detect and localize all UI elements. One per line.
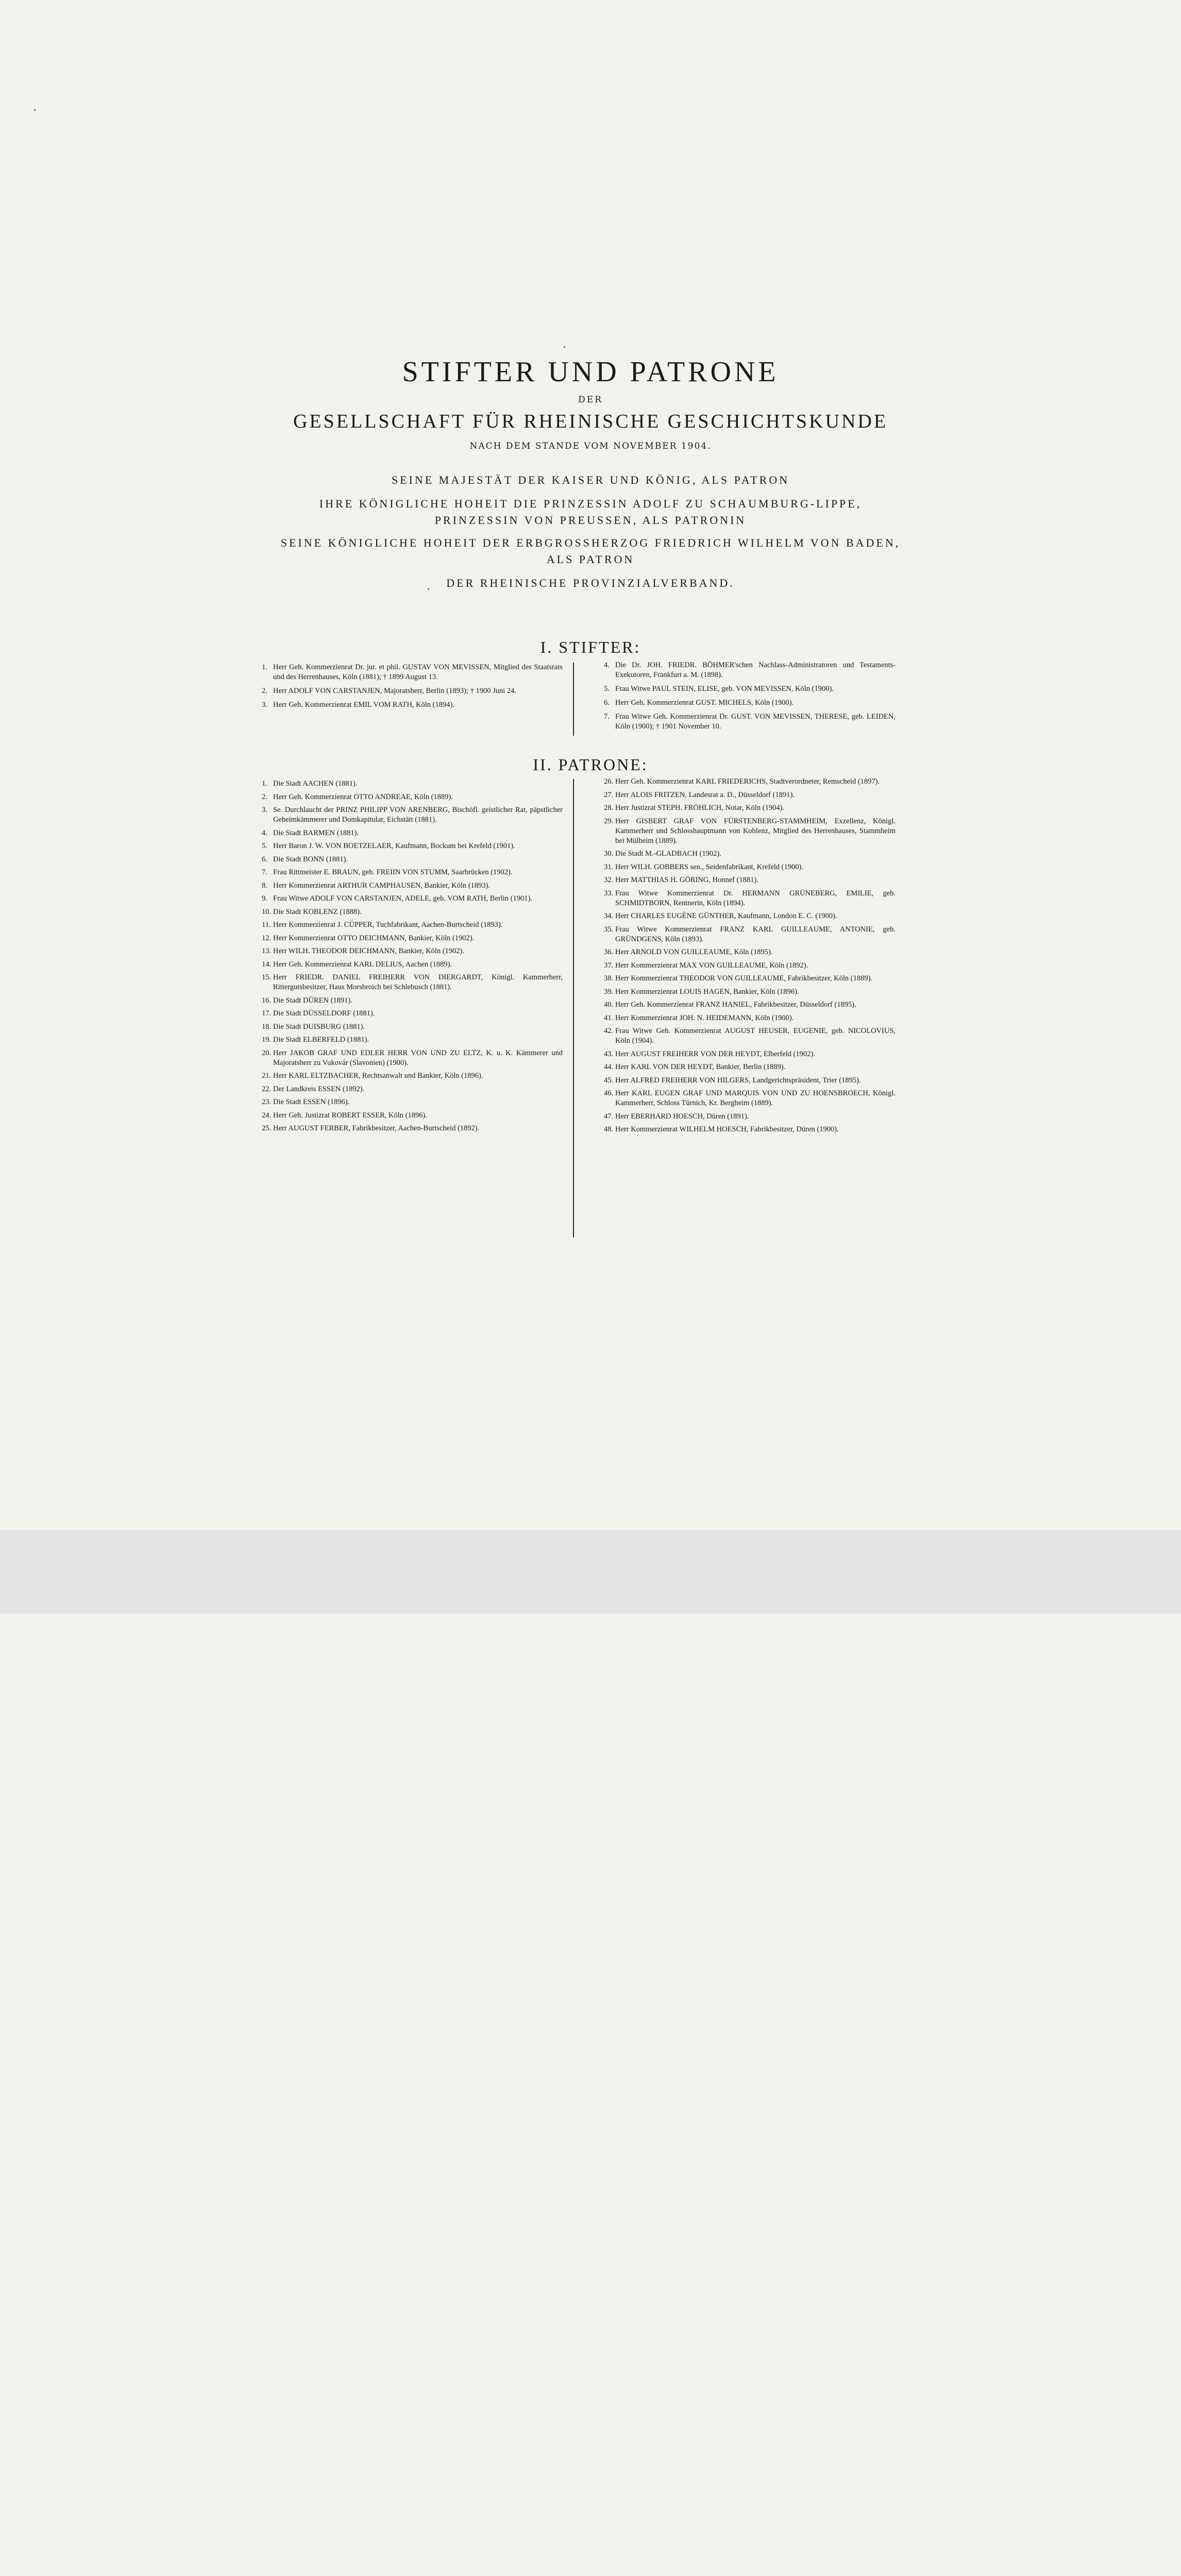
entry-text: Herr Kommerzienrat WILHELM HOESCH, Fabrikbesitzer, Düren (1900). [615, 1125, 839, 1133]
stifter-list-left [262, 663, 563, 714]
list-entry [604, 925, 896, 944]
entry-number: 44. [604, 1063, 614, 1071]
list-entry [262, 868, 563, 877]
entry-text: Die Stadt BARMEN (1881). [273, 828, 359, 837]
entry-text: Herr Geh. Kommerzienrat KARL FRIEDERICHS, Stadtverordneter, Remscheid (1897). [615, 777, 880, 786]
entry-number: 7. [262, 868, 267, 876]
entry-number: 20. [262, 1048, 272, 1057]
list-entry [604, 862, 896, 872]
entry-number: 15. [262, 973, 272, 981]
list-entry [604, 987, 896, 997]
entry-number: 39. [604, 987, 614, 996]
list-entry [262, 1009, 563, 1019]
list-entry [604, 1125, 896, 1134]
entry-number: 36. [604, 948, 614, 956]
entry-text: Herr Justizrat STEPH. FRÖHLICH, Notar, Köln (1904). [615, 804, 785, 812]
list-entry [262, 700, 563, 710]
entry-text: Herr Kommerzienrat OTTO DEICHMANN, Bankier, Köln (1902). [273, 934, 475, 942]
entry-text: Herr Kommerzienrat JOH. N. HEIDEMANN, Köln (1900). [615, 1013, 794, 1022]
entry-number: 43. [604, 1049, 614, 1058]
list-entry [262, 920, 563, 930]
list-entry [262, 996, 563, 1006]
patron-line: ALS PATRON [546, 553, 635, 566]
list-entry [262, 894, 563, 904]
entry-text: Herr FRIEDR. DANIEL FREIHERR VON DIERGARDT, Königl. Kammerherr, Rittergutsbesitzer, Haus Morsbroich bei Schlebusch (1881). [273, 973, 563, 991]
entry-number: 4. [604, 661, 610, 669]
list-entry [262, 1035, 563, 1045]
entry-number: 18. [262, 1022, 272, 1031]
list-entry [262, 907, 563, 917]
entry-text: Die Dr. JOH. FRIEDR. BÖHMER'schen Nachlass-Administratoren und Testaments-Exekutoren, Frankfurt a. M. (1898). [615, 661, 896, 679]
entry-text: Herr Kommerzienrat MAX VON GUILLEAUME, Köln (1892). [615, 961, 808, 970]
entry-number: 14. [262, 960, 272, 969]
entry-number: 47. [604, 1112, 614, 1121]
list-entry [604, 875, 896, 885]
entry-number: 1. [262, 663, 267, 671]
patron-provinzialverband: DER RHEINISCHE PROVINZIALVERBAND. [446, 577, 735, 589]
list-entry [604, 1112, 896, 1122]
entry-number: 11. [262, 921, 271, 929]
entry-number: 40. [604, 1001, 614, 1009]
entry-number: 46. [604, 1089, 614, 1097]
patron-prinzessin [0, 496, 1181, 529]
list-entry [604, 1062, 896, 1072]
list-entry [604, 777, 896, 787]
list-entry [604, 1000, 896, 1010]
title-der: DER [578, 395, 603, 405]
section-heading-patrone: II. PATRONE: [533, 755, 648, 774]
entry-number: 5. [262, 842, 267, 850]
patron-line: PRINZESSIN VON PREUSSEN, ALS PATRONIN [434, 514, 747, 527]
entry-text: Die Stadt DÜSSELDORF (1881). [273, 1009, 375, 1018]
entry-number: 27. [604, 790, 614, 799]
entry-text: Herr WILH. THEODOR DEICHMANN, Bankier, Köln (1902). [273, 947, 464, 955]
entry-text: Herr Kommerzienrat LOUIS HAGEN, Bankier, Köln (1896). [615, 987, 799, 996]
entry-number: 41. [604, 1013, 614, 1022]
list-entry [262, 1111, 563, 1121]
list-entry [262, 1022, 563, 1032]
entry-text: Frau Witwe Geh. Kommerzienrat Dr. GUST. VON MEVISSEN, THERESE, geb. LEIDEN, Köln (1900); † 1901 November 10. [615, 713, 896, 731]
list-entry [604, 1049, 896, 1059]
entry-number: 6. [262, 855, 267, 863]
entry-text: Frau Witwe Kommerzienrat FRANZ KARL GUILLEAUME, ANTONIE, geb. GRÜNDGENS, Köln (1893). [615, 925, 896, 943]
list-entry [262, 792, 563, 802]
patron-line: SEINE KÖNIGLICHE HOHEIT DER ERBGROSSHERZOG FRIEDRICH WILHELM VON BADEN, [280, 536, 901, 549]
list-entry [262, 1048, 563, 1068]
list-entry [262, 1071, 563, 1081]
list-entry [262, 686, 563, 696]
list-entry [262, 960, 563, 970]
entry-text: Herr ALOIS FRITZEN, Landesrat a. D., Düsseldorf (1891). [615, 790, 795, 799]
entry-number: 12. [262, 934, 272, 942]
entry-text: Die Stadt BONN (1881). [273, 855, 348, 863]
entry-number: 32. [604, 876, 614, 884]
entry-number: 22. [262, 1084, 272, 1093]
entry-number: 4. [262, 828, 267, 837]
entry-text: Der Landkreis ESSEN (1892). [273, 1084, 365, 1093]
list-entry [604, 961, 896, 971]
entry-number: 6. [604, 699, 610, 707]
entry-number: 42. [604, 1027, 614, 1035]
entry-number: 13. [262, 947, 272, 955]
entry-text: Herr JAKOB GRAF UND EDLER HERR VON UND ZU ELTZ, K. u. K. Kämmerer und Majoratsherr zu Vukovár (Slavonien) (1900). [273, 1048, 563, 1067]
entry-number: 2. [262, 687, 267, 695]
list-entry [604, 889, 896, 908]
column-divider [573, 779, 574, 1238]
scan-speck [34, 109, 36, 111]
patron-erbgrossherzog [0, 535, 1181, 568]
list-entry [262, 779, 563, 789]
entry-text: Frau Witwe Geh. Kommerzienrat AUGUST HEUSER, EUGENIE, geb. NICOLOVIUS, Köln (1904). [615, 1027, 896, 1045]
entry-number: 34. [604, 912, 614, 920]
patron-line: IHRE KÖNIGLICHE HOHEIT DIE PRINZESSIN ADOLF ZU SCHAUMBURG-LIPPE, [319, 497, 862, 510]
list-entry [262, 1097, 563, 1107]
entry-text: Die Stadt DUISBURG (1881). [273, 1022, 365, 1031]
entry-number: 16. [262, 996, 272, 1005]
entry-number: 45. [604, 1076, 614, 1084]
entry-number: 17. [262, 1009, 272, 1018]
entry-text: Frau Rittmeister E. BRAUN, geb. FREIIN VON STUMM, Saarbrücken (1902). [273, 868, 513, 876]
entry-text: Die Stadt AACHEN (1881). [273, 779, 358, 788]
entry-text: Die Stadt DÜREN (1891). [273, 996, 352, 1005]
entry-text: Die Stadt ELBERFELD (1881). [273, 1036, 369, 1044]
entry-text: Herr ADOLF VON CARSTANJEN, Majoratsherr, Berlin (1893); † 1900 Juni 24. [273, 687, 517, 695]
entry-number: 30. [604, 850, 614, 858]
entry-text: Herr MATTHIAS H. GÖRING, Honnef (1881). [615, 876, 758, 884]
scan-speck [564, 346, 565, 348]
list-entry [262, 855, 563, 865]
entry-number: 23. [262, 1098, 272, 1106]
entry-text: Herr ARNOLD VON GUILLEAUME, Köln (1895). [615, 948, 773, 956]
date-line: NACH DEM STANDE VOM NOVEMBER 1904. [469, 441, 712, 451]
entry-number: 24. [262, 1111, 272, 1120]
entry-text: Frau Witwe ADOLF VON CARSTANJEN, ADELE, geb. VOM RATH, Berlin (1901). [273, 894, 532, 903]
entry-number: 19. [262, 1036, 272, 1044]
entry-number: 10. [262, 907, 272, 916]
list-entry [262, 663, 563, 682]
column-divider [573, 663, 574, 736]
entry-number: 7. [604, 713, 610, 721]
list-entry [262, 805, 563, 825]
list-entry [604, 817, 896, 846]
entry-number: 3. [262, 806, 267, 814]
entry-text: Herr EBERHARD HOESCH, Düren (1891). [615, 1112, 749, 1121]
entry-text: Herr Geh. Justizrat ROBERT ESSER, Köln (1896). [273, 1111, 427, 1120]
entry-text: Herr AUGUST FERBER, Fabrikbesitzer, Aachen-Burtscheid (1892). [273, 1124, 480, 1132]
entry-text: Herr WILH. GOBBERS sen., Seidenfabrikant, Krefeld (1900). [615, 862, 803, 871]
list-entry [262, 881, 563, 891]
list-entry [604, 790, 896, 800]
entry-text: Se. Durchlaucht der PRINZ PHILIPP VON ARENBERG, Bischöfl. geistlicher Rat, päpstlicher Geheimkämmerer und Domkapitular, Eichstätt (1881). [273, 806, 563, 824]
stifter-list-right [604, 660, 896, 736]
list-entry [262, 1084, 563, 1094]
list-entry [604, 947, 896, 957]
entry-number: 1. [262, 779, 267, 788]
list-entry [604, 849, 896, 859]
entry-text: Herr Baron J. W. VON BOETZELAER, Kaufmann, Bockum bei Krefeld (1901). [273, 842, 515, 850]
entry-text: Herr KARL VON DER HEYDT, Bankier, Berlin (1889). [615, 1063, 786, 1071]
entry-number: 2. [262, 792, 267, 801]
list-entry [604, 1089, 896, 1108]
entry-text: Die Stadt M.-GLADBACH (1902). [615, 850, 721, 858]
entry-number: 37. [604, 961, 614, 970]
entry-number: 25. [262, 1124, 272, 1132]
list-entry [262, 828, 563, 838]
list-entry [604, 712, 896, 732]
entry-text: Herr Geh. Kommerzienrat KARL DELIUS, Aachen (1889). [273, 960, 452, 969]
list-entry [262, 946, 563, 956]
entry-number: 21. [262, 1072, 272, 1080]
list-entry [604, 684, 896, 694]
entry-text: Frau Witwe PAUL STEIN, ELISE, geb. VON MEVISSEN, Köln (1900). [615, 685, 834, 693]
entry-text: Herr Kommerzienrat THEODOR VON GUILLEAUME, Fabrikbesitzer, Köln (1889). [615, 974, 873, 982]
patron-kaiser: SEINE MAJESTÄT DER KAISER UND KÖNIG, ALS PATRON [391, 473, 790, 486]
society-name: GESELLSCHAFT FÜR RHEINISCHE GESCHICHTSKUNDE [293, 411, 888, 432]
entry-text: Frau Witwe Kommerzienrat Dr. HERMANN GRÜNEBERG, EMILIE, geb. SCHMIDTBORN, Rentnerin, Köln (1894). [615, 889, 896, 907]
entry-number: 26. [604, 777, 614, 786]
entry-number: 35. [604, 925, 614, 934]
section-heading-stifter: I. STIFTER: [540, 638, 641, 656]
entry-text: Herr KARL EUGEN GRAF UND MARQUIS VON UND ZU HOENSBROECH, Königl. Kammerherr, Schloss Türnich, Kr. Bergheim (1889). [615, 1089, 896, 1107]
entry-text: Herr ALFRED FREIHERR VON HILGERS, Landgerichtspräsident, Trier (1895). [615, 1076, 861, 1084]
entry-text: Herr Kommerzienrat ARTHUR CAMPHAUSEN, Bankier, Köln (1893). [273, 881, 491, 890]
entry-text: Herr Geh. Kommerzienrat GUST. MICHELS, Köln (1900). [615, 699, 794, 707]
patrone-list-left [262, 779, 563, 1137]
footer-bar [0, 1530, 1181, 1614]
list-entry [604, 803, 896, 813]
entry-text: Herr Geh. Kommerzienrat OTTO ANDREAE, Köln (1889). [273, 792, 453, 801]
entry-text: Die Stadt ESSEN (1896). [273, 1098, 350, 1106]
entry-number: 5. [604, 685, 610, 693]
list-entry [262, 934, 563, 943]
entry-text: Herr Geh. Kommerzienrat Dr. jur. et phil. GUSTAV VON MEVISSEN, Mitglied des Staatsrats und des Herrenhauses, Köln (1881); † 1899 August 13. [273, 663, 563, 681]
list-entry [604, 1076, 896, 1086]
list-entry [604, 1026, 896, 1046]
list-entry [604, 660, 896, 680]
entry-text: Herr Geh. Kommerzienrat FRANZ HANIEL, Fabrikbesitzer, Düsseldorf (1895). [615, 1001, 856, 1009]
list-entry [262, 841, 563, 851]
list-entry [604, 698, 896, 708]
entry-text: Die Stadt KOBLENZ (1888). [273, 907, 362, 916]
entry-text: Herr AUGUST FREIHERR VON DER HEYDT, Elberfeld (1902). [615, 1049, 815, 1058]
list-entry [262, 973, 563, 992]
entry-number: 8. [262, 881, 267, 890]
entry-text: Herr KARL ELTZBACHER, Rechtsanwalt und Bankier, Köln (1896). [273, 1072, 483, 1080]
entry-number: 28. [604, 804, 614, 812]
document-title: STIFTER UND PATRONE [402, 356, 779, 388]
entry-number: 29. [604, 817, 614, 825]
entry-number: 33. [604, 889, 614, 897]
entry-number: 38. [604, 974, 614, 982]
entry-number: 31. [604, 862, 614, 871]
entry-text: Herr GISBERT GRAF VON FÜRSTENBERG-STAMMHEIM, Exzellenz, Königl. Kammerherr und Schlosshauptmann von Koblenz, Mitglied des Herrenhauses, Stammheim bei Mülheim (1889). [615, 817, 896, 845]
entry-number: 3. [262, 701, 267, 709]
list-entry [604, 974, 896, 984]
patrone-list-right [604, 777, 896, 1138]
list-entry [604, 911, 896, 921]
list-entry [604, 1013, 896, 1023]
entry-text: Herr Kommerzienrat J. CÜPPER, Tuchfabrikant, Aachen-Burtscheid (1893). [273, 921, 503, 929]
entry-number: 9. [262, 894, 267, 903]
list-entry [262, 1124, 563, 1133]
entry-number: 48. [604, 1125, 614, 1133]
entry-text: Herr CHARLES EUGÈNE GÜNTHER, Kaufmann, London E. C. (1900). [615, 912, 837, 920]
entry-text: Herr Geh. Kommerzienrat EMIL VOM RATH, Köln (1894). [273, 701, 454, 709]
